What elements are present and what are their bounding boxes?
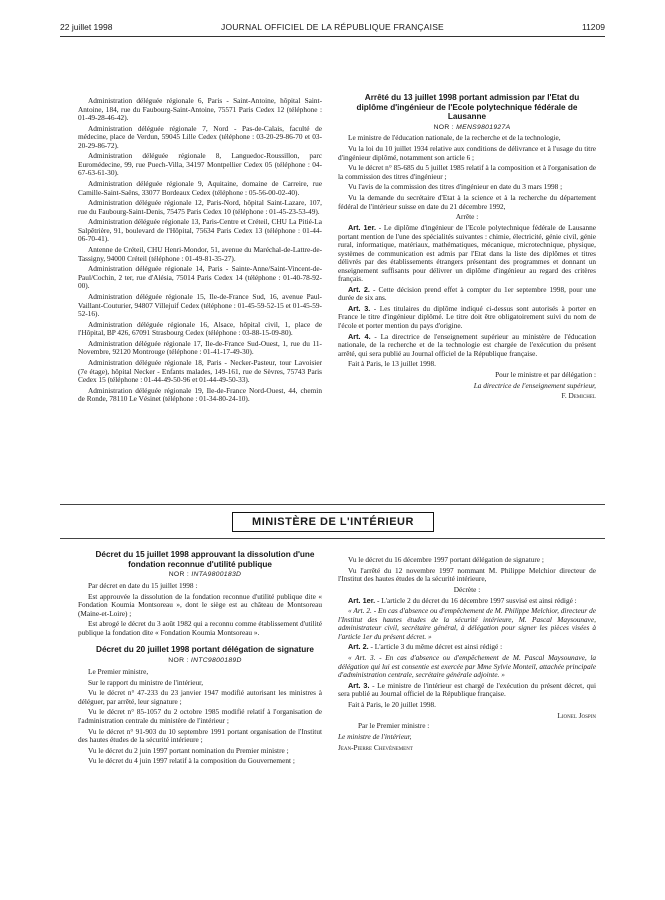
address-paragraph: Administration déléguée régionale 9, Aquitaine, domaine de Carreire, rue Camille-Saint-Saëns, 33077 Bordeaux Cedex (téléphone : 05-56-00-02-40). — [78, 179, 322, 197]
decret1-nor: NOR : INTA9800183D — [168, 571, 242, 579]
arrete-visa: Le ministre de l'éducation nationale, de la recherche et de la technologie, — [348, 133, 561, 143]
decret2-paragraph: Vu le décret n° 91-903 du 10 septembre 1991 portant organisation de l'Institut des hautes études de la sécurité intérieure ; — [78, 726, 322, 745]
arrete-nor: NOR : MENS9801927A — [433, 123, 511, 131]
address-paragraph: Administration déléguée régionale 16, Alsace, hôpital civil, 1, place de l'Hôpital, BP 426, 67091 Strasbourg Cedex (téléphone : 03-88-15-09-80). — [78, 319, 322, 338]
decret1-paragraph: Est approuvée la dissolution de la fondation reconnue d'utilité publique dite « Fondation Koumia Montsoreau », dont le siège est au château de Montsoreau (Maine-et-Loire) ; — [78, 591, 322, 618]
left-top-column — [78, 97, 322, 406]
header-page-number: 11209 — [581, 22, 605, 32]
decret2-quote-2: « Art. 3. - En cas d'absence ou d'empêchement de M. Pascal Maysounave, la délégation qui lui est consentie est exercée par Mme Sylvie Monteil, attachée principale d'administration centrale, secrétaire générale adjointe. » — [338, 653, 596, 680]
decret2-nor: NOR : INTC9800189D — [168, 657, 242, 665]
decret2-paragraph: Vu le décret du 4 juin 1997 relatif à la composition du Gouvernement ; — [88, 756, 295, 766]
address-paragraph: Administration déléguée régionale 17, Ile-de-France Sud-Ouest, 1, rue du 11-Novembre, 92120 Montrouge (téléphone : 01-41-17-49-30). — [78, 338, 322, 357]
decret2-paragraph: Le Premier ministre, — [88, 666, 149, 676]
arrete-visa: Vu la loi du 10 juillet 1934 relative aux conditions de délivrance et à l'usage du titre d'ingénieur diplômé, notamment son article 6 ; — [338, 144, 596, 162]
arrete-article-3: Art. 3. - Les titulaires du diplôme indiqué ci-dessus sont autorisés à porter en France le titre d'ingénieur diplômé. Le titre doit être obligatoirement suivi du nom de l'école et porter mention du pays d'origine. — [338, 303, 596, 330]
decret2-quote-1: « Art. 2. - En cas d'absence ou d'empêchement de M. Philippe Melchior, directeur de l'Institut des hautes études de la sécurité intérieure, M. Pascal Maysounave, administrateur civil, secrétaire général, à délégation pour signer les pièces visées à l'article 1er du présent décret. » — [338, 606, 596, 641]
decret2-fait: Fait à Paris, le 20 juillet 1998. — [348, 700, 436, 709]
left-bottom-column — [78, 550, 322, 768]
decret2-article-1: Art. 1er. - L'article 2 du décret du 16 décembre 1997 susvisé est ainsi rédigé : — [348, 595, 577, 605]
arrete-article-2: Art. 2. - Cette décision prend effet à compter du 1er septembre 1998, pour une durée de six ans. — [338, 284, 596, 303]
address-paragraph: Administration déléguée régionale 19, Ile-de-France Nord-Ouest, 44, chemin de Ronde, 78110 Le Vésinet (téléphone : 01-34-80-24-10). — [78, 385, 322, 404]
arrete-visa: Vu le décret n° 85-685 du 5 juillet 1985 relatif à la composition et à l'organisation de la commission des titres d'ingénieur ; — [338, 163, 596, 181]
decret1-paragraph: Est abrogé le décret du 3 août 1982 qui a reconnu comme établissement d'utilité publique la fondation dite « Fondation Koumia Montsoreau ». — [78, 619, 322, 637]
decret2-paragraph: Sur le rapport du ministre de l'intérieur, — [88, 677, 204, 687]
address-paragraph: Administration déléguée régionale 12, Paris-Nord, hôpital Saint-Lazare, 107, rue du Faubourg-Saint-Denis, 75475 Paris Cedex 10 (téléphone : 01-45-23-53-49). — [78, 198, 322, 216]
decret2-visa: Vu l'arrêté du 12 novembre 1997 nommant M. Philippe Melchior directeur de l'Institut des hautes études de la sécurité intérieure, — [338, 565, 596, 584]
right-bottom-column — [338, 556, 596, 754]
arrete-article-1: Art. 1er. - Le diplôme d'ingénieur de l'Ecole polytechnique fédérale de Lausanne portant mention de l'une des spécialités suivantes : chimie, électricité, génie civil, génie rural, informatique, matériaux, mathématiques, mécanique, microtechnique, physique, systèmes de communication est admis par l'Etat dans la liste des diplômes et titres délivrés par des établissements étrangers présentant des programmes et donnant un enseignement suffisants pour délivrer un diplôme d'ingénieur au regard des critères français. — [338, 223, 596, 283]
section-rule-bottom — [60, 538, 605, 539]
arrete-fonction: La directrice de l'enseignement supérieur, — [473, 380, 596, 390]
right-top-column — [338, 93, 596, 403]
header-journal-title: JOURNAL OFFICIEL DE LA RÉPUBLIQUE FRANÇAISE — [221, 22, 444, 32]
arrete-signataire: F. Demichel — [561, 391, 596, 401]
address-paragraph: Administration déléguée régionale 15, Ile-de-France Sud, 16, avenue Paul-Vaillant-Couturier, 94807 Villejuif Cedex (téléphone : 01-45-59-52-15 et 01-45-59-52-16). — [78, 292, 322, 318]
arrete-title: Arrêté du 13 juillet 1998 portant admission par l'Etat du diplôme d'ingénieur de l'Ecole polytechnique fédérale de Lausanne — [356, 93, 580, 121]
decret2-signataire: Jean-Pierre Chevènement — [338, 742, 413, 752]
address-paragraph: Administration déléguée régionale 8, Languedoc-Roussillon, parc Euromédecine, 99, rue Puech-Villa, 34197 Montpellier Cedex 05 (téléphone : 04-67-63-61-30). — [78, 151, 322, 178]
decret2-article-3: Art. 3. - Le ministre de l'intérieur est chargé de l'exécution du présent décret, qui sera publié au Journal officiel de la République française. — [338, 680, 596, 699]
decret2-paragraph: Vu le décret n° 47-233 du 23 janvier 1947 modifié autorisant les ministres à déléguer, par arrêté, leur signature ; — [78, 688, 322, 706]
decret2-par: Par le Premier ministre : — [358, 721, 430, 731]
arrete-fait: Fait à Paris, le 13 juillet 1998. — [348, 359, 436, 369]
decret2-visa: Vu le décret du 16 décembre 1997 portant délégation de signature ; — [348, 555, 544, 564]
decret2-paragraph: Vu le décret du 2 juin 1997 portant nomination du Premier ministre ; — [88, 745, 289, 755]
arrete-visa: Vu la demande du secrétaire d'Etat à la science et à la recherche du département fédéral de l'intérieur suisse en date du 21 décembre 1992, — [338, 193, 596, 211]
decret2-premier-ministre: Lionel Jospin — [557, 710, 596, 720]
decret1-title: Décret du 15 juillet 1998 approuvant la dissolution d'une fondation reconnue d'utilité publique — [95, 550, 315, 569]
decret2-decrete: Décrète : — [453, 584, 481, 594]
section-rule-top — [60, 504, 605, 505]
ministry-banner: MINISTÈRE DE L'INTÉRIEUR — [232, 512, 434, 532]
address-paragraph: Antenne de Créteil, CHU Henri-Mondor, 51, avenue du Maréchal-de-Lattre-de-Tassigny, 94000 Créteil (téléphone : 01-49-81-35-27). — [78, 245, 322, 263]
arrete-article-4: Art. 4. - La directrice de l'enseignement supérieur au ministère de l'éducation nationale, de la recherche et de la technologie est chargée de l'exécution du présent arrêté, qui sera publié au Journal officiel de la République française. — [338, 331, 597, 358]
address-paragraph: Administration déléguée régionale 6, Paris - Saint-Antoine, hôpital Saint-Antoine, 184, rue du Faubourg-Saint-Antoine, 75571 Paris Cedex 12 (téléphone : 01-49-28-46-42). — [78, 96, 322, 122]
decret2-fonction: Le ministre de l'intérieur, — [338, 732, 412, 742]
address-paragraph: Administration déléguée régionale 18, Paris - Necker-Pasteur, tour Lavoisier (7e étage), hôpital Necker - Enfants malades, 149-161, rue de Sèvres, 75743 Paris Cedex 15 (téléphone : 01-44-49-50-96 et 01-44-49-50-33). — [78, 358, 322, 385]
arrete-pour: Pour le ministre et par délégation : — [495, 369, 596, 379]
header-date: 22 juillet 1998 — [60, 22, 113, 32]
address-paragraph: Administration déléguée régionale 14, Paris - Sainte-Anne/Saint-Vincent-de-Paul/Cochin, 2 ter, rue d'Alésia, 75014 Paris Cedex 14 (téléphone : 01-40-78-92-00). — [78, 264, 322, 291]
page-header — [60, 22, 605, 37]
address-paragraph: Administration déléguée régionale 13, Paris-Centre et Créteil, CHU La Pitié-La Salpêtrière, 91, boulevard de l'Hôpital, 75634 Paris Cedex 13 (téléphone : 01-44-06-70-41). — [78, 217, 322, 244]
decret2-title: Décret du 20 juillet 1998 portant délégation de signature — [96, 645, 314, 655]
arrete-dispositif: Arrête : — [455, 212, 479, 222]
decret2-paragraph: Vu le décret n° 85-1057 du 2 octobre 1985 modifié relatif à l'organisation de l'administration centrale du ministère de l'intérieur ; — [78, 707, 322, 725]
decret1-paragraph: Par décret en date du 15 juillet 1998 : — [88, 580, 198, 590]
address-paragraph: Administration déléguée régionale 7, Nord - Pas-de-Calais, faculté de médecine, place de Verdun, 59045 Lille Cedex (téléphone : 03-20-29-86-70 et 03-20-29-86-72). — [78, 123, 322, 150]
decret2-article-2: Art. 2. - L'article 3 du même décret est ainsi rédigé : — [348, 642, 503, 652]
arrete-visa: Vu l'avis de la commission des titres d'ingénieur en date du 3 mars 1998 ; — [348, 182, 563, 192]
